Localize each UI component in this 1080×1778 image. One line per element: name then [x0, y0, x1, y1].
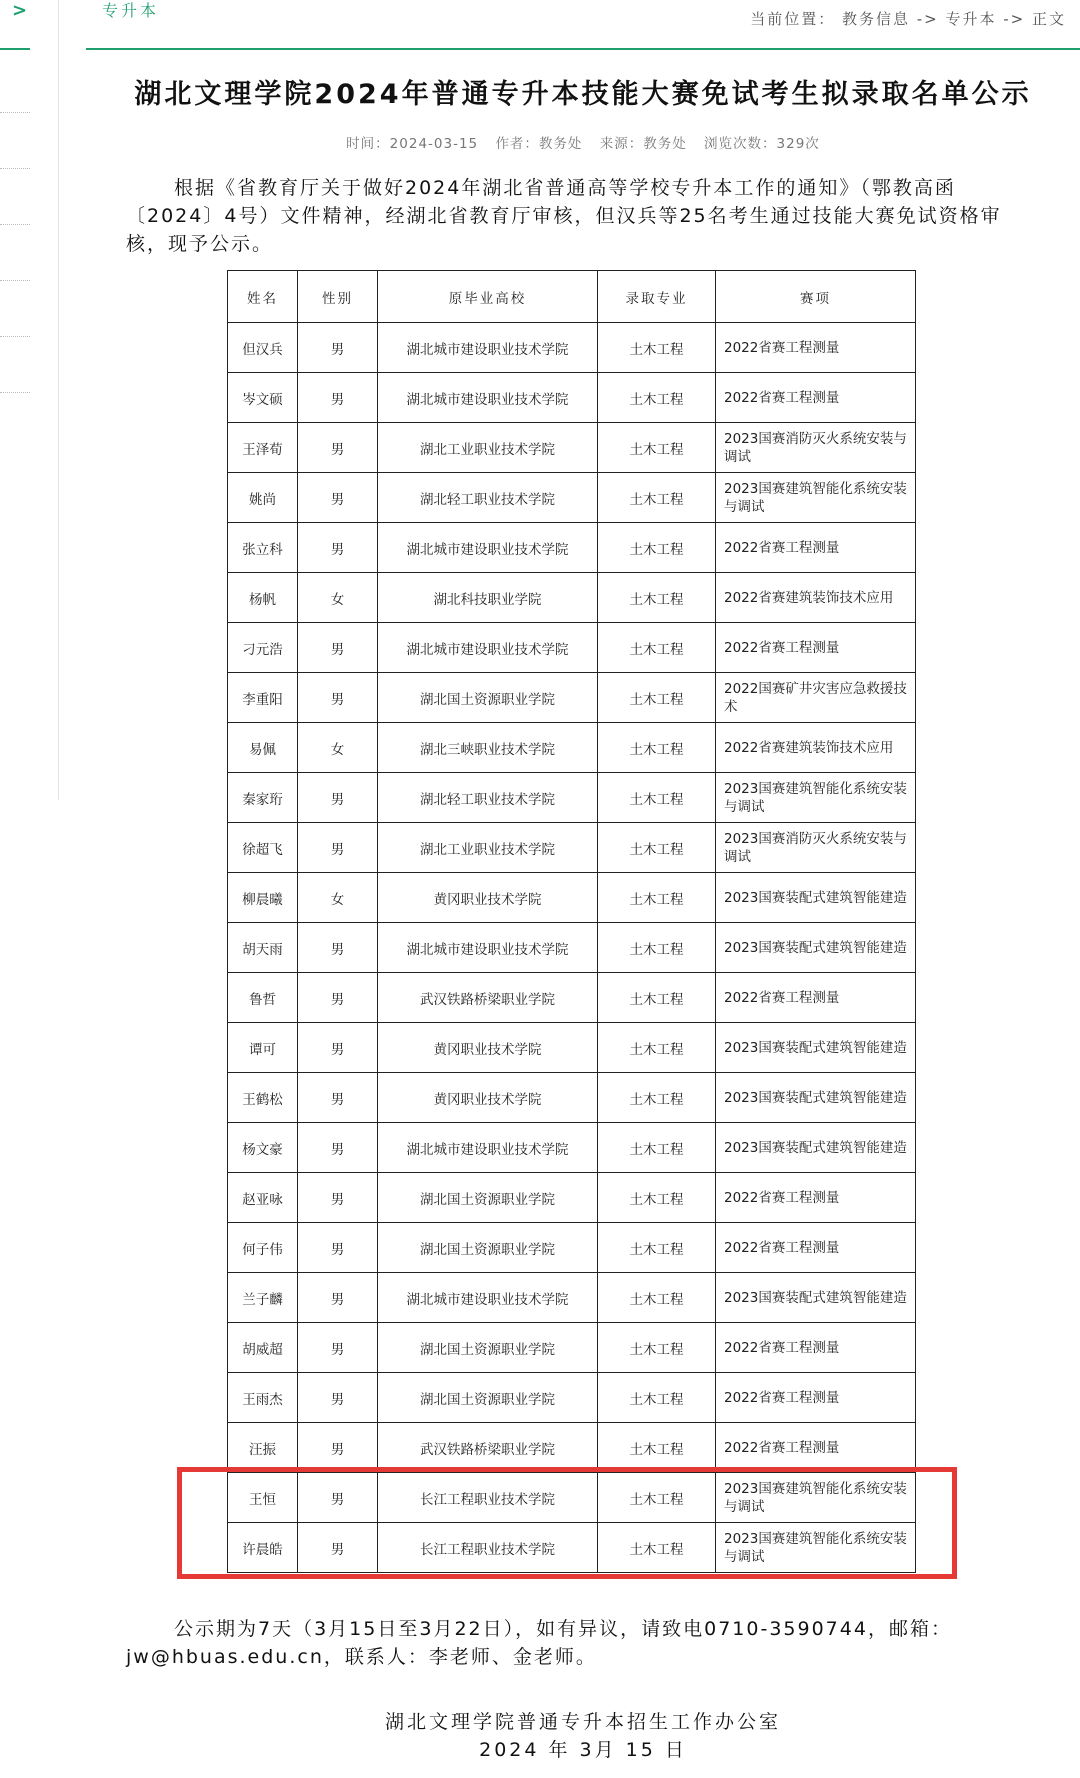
cell-major: 土木工程 [598, 773, 716, 823]
cell-gender: 男 [298, 373, 378, 423]
cell-name: 何子伟 [228, 1223, 298, 1273]
cell-major: 土木工程 [598, 1173, 716, 1223]
cell-school: 湖北城市建设职业技术学院 [378, 623, 598, 673]
table-row [228, 1423, 916, 1473]
sidebar-divider [0, 112, 30, 113]
breadcrumb[interactable]: 当前位置： 教务信息 -> 专升本 -> 正文 [750, 10, 1066, 28]
table-row [228, 873, 916, 923]
sidebar-divider [0, 168, 30, 169]
cell-gender: 女 [298, 723, 378, 773]
cell-gender: 男 [298, 923, 378, 973]
cell-event: 2022省赛工程测量 [716, 373, 916, 423]
cell-major: 土木工程 [598, 1323, 716, 1373]
table-row [228, 1373, 916, 1423]
cell-school: 黄冈职业技术学院 [378, 1073, 598, 1123]
cell-gender: 男 [298, 773, 378, 823]
cell-event: 2023国赛装配式建筑智能建造 [716, 1073, 916, 1123]
signature-org: 湖北文理学院普通专升本招生工作办公室 [384, 1711, 781, 1733]
table-row [228, 573, 916, 623]
cell-event: 2023国赛建筑智能化系统安装与调试 [716, 473, 916, 523]
chevron-right-icon[interactable]: > [12, 0, 28, 21]
cell-gender: 男 [298, 473, 378, 523]
cell-name: 胡天雨 [228, 923, 298, 973]
cell-gender: 女 [298, 573, 378, 623]
cell-school: 湖北三峡职业技术学院 [378, 723, 598, 773]
cell-major: 土木工程 [598, 1223, 716, 1273]
cell-school: 湖北国土资源职业学院 [378, 1223, 598, 1273]
cell-school: 湖北城市建设职业技术学院 [378, 373, 598, 423]
cell-gender: 男 [298, 1173, 378, 1223]
cell-name: 王泽荀 [228, 423, 298, 473]
cell-event: 2023国赛消防灭火系统安装与调试 [716, 423, 916, 473]
cell-gender: 男 [298, 523, 378, 573]
table-row [228, 973, 916, 1023]
left-sidebar [0, 0, 59, 800]
cell-school: 湖北工业职业技术学院 [378, 423, 598, 473]
cell-event: 2023国赛建筑智能化系统安装与调试 [716, 1473, 916, 1523]
cell-name: 许晨皓 [228, 1523, 298, 1573]
table-row [228, 1273, 916, 1323]
cell-name: 岑文硕 [228, 373, 298, 423]
cell-gender: 男 [298, 1023, 378, 1073]
cell-major: 土木工程 [598, 323, 716, 373]
cell-event: 2023国赛装配式建筑智能建造 [716, 923, 916, 973]
cell-major: 土木工程 [598, 923, 716, 973]
cell-school: 湖北城市建设职业技术学院 [378, 323, 598, 373]
cell-gender: 男 [298, 1123, 378, 1173]
cell-major: 土木工程 [598, 1273, 716, 1323]
cell-gender: 男 [298, 1223, 378, 1273]
cell-school: 武汉铁路桥梁职业学院 [378, 1423, 598, 1473]
cell-event: 2023国赛装配式建筑智能建造 [716, 873, 916, 923]
cell-gender: 男 [298, 1073, 378, 1123]
table-row [228, 1473, 916, 1523]
table-row [228, 1173, 916, 1223]
cell-major: 土木工程 [598, 873, 716, 923]
sidebar-active-line [0, 48, 30, 50]
cell-event: 2023国赛建筑智能化系统安装与调试 [716, 773, 916, 823]
cell-major: 土木工程 [598, 1123, 716, 1173]
cell-name: 李重阳 [228, 673, 298, 723]
cell-gender: 男 [298, 1473, 378, 1523]
cell-gender: 男 [298, 323, 378, 373]
cell-school: 湖北轻工职业技术学院 [378, 773, 598, 823]
notice-paragraph: 公示期为7天（3月15日至3月22日），如有异议，请致电0710-3590744，邮箱：jw@hbuas.edu.cn，联系人：李老师、金老师。 [126, 1618, 952, 1668]
cell-school: 湖北城市建设职业技术学院 [378, 523, 598, 573]
cell-name: 但汉兵 [228, 323, 298, 373]
cell-gender: 女 [298, 873, 378, 923]
cell-school: 黄冈职业技术学院 [378, 1023, 598, 1073]
cell-event: 2022省赛工程测量 [716, 623, 916, 673]
page-header [86, 0, 1080, 50]
table-row [228, 673, 916, 723]
table-row [228, 773, 916, 823]
cell-major: 土木工程 [598, 1473, 716, 1523]
cell-event: 2022省赛建筑装饰技术应用 [716, 723, 916, 773]
cell-major: 土木工程 [598, 423, 716, 473]
cell-gender: 男 [298, 1423, 378, 1473]
cell-major: 土木工程 [598, 973, 716, 1023]
table-row [228, 423, 916, 473]
cell-gender: 男 [298, 623, 378, 673]
cell-gender: 男 [298, 973, 378, 1023]
cell-name: 刁元浩 [228, 623, 298, 673]
page-title: 湖北文理学院2024年普通专升本技能大赛免试考生拟录取名单公示 [134, 79, 1032, 110]
table-row [228, 1123, 916, 1173]
column-header-school: 原毕业高校 [378, 271, 598, 323]
table-row [228, 523, 916, 573]
cell-gender: 男 [298, 1523, 378, 1573]
sidebar-divider [0, 224, 30, 225]
article-meta [86, 132, 1080, 152]
cell-name: 赵亚咏 [228, 1173, 298, 1223]
table-row [228, 1223, 916, 1273]
cell-name: 汪振 [228, 1423, 298, 1473]
cell-gender: 男 [298, 673, 378, 723]
source: 来源：教务处 [599, 136, 687, 152]
cell-school: 武汉铁路桥梁职业学院 [378, 973, 598, 1023]
sidebar-divider [0, 280, 30, 281]
cell-major: 土木工程 [598, 1373, 716, 1423]
table-row [228, 923, 916, 973]
cell-gender: 男 [298, 423, 378, 473]
cell-major: 土木工程 [598, 723, 716, 773]
cell-major: 土木工程 [598, 1073, 716, 1123]
cell-school: 湖北工业职业技术学院 [378, 823, 598, 873]
table-row [228, 1323, 916, 1373]
cell-school: 湖北轻工职业技术学院 [378, 473, 598, 523]
cell-gender: 男 [298, 1373, 378, 1423]
sidebar-divider [0, 392, 30, 393]
column-header-name: 姓名 [228, 271, 298, 323]
cell-event: 2023国赛装配式建筑智能建造 [716, 1123, 916, 1173]
cell-school: 湖北城市建设职业技术学院 [378, 1273, 598, 1323]
cell-school: 湖北城市建设职业技术学院 [378, 1123, 598, 1173]
cell-major: 土木工程 [598, 523, 716, 573]
cell-major: 土木工程 [598, 823, 716, 873]
cell-name: 柳晨曦 [228, 873, 298, 923]
cell-name: 兰子麟 [228, 1273, 298, 1323]
cell-event: 2022省赛工程测量 [716, 323, 916, 373]
cell-event: 2022省赛工程测量 [716, 1423, 916, 1473]
cell-event: 2022省赛工程测量 [716, 1223, 916, 1273]
table-row [228, 323, 916, 373]
cell-school: 湖北国土资源职业学院 [378, 1373, 598, 1423]
cell-major: 土木工程 [598, 623, 716, 673]
table-row [228, 373, 916, 423]
signature [86, 1708, 1080, 1764]
table-row [228, 1073, 916, 1123]
cell-name: 王鹤松 [228, 1073, 298, 1123]
cell-school: 湖北城市建设职业技术学院 [378, 923, 598, 973]
cell-event: 2022国赛矿井灾害应急救援技术 [716, 673, 916, 723]
column-header-major: 录取专业 [598, 271, 716, 323]
cell-event: 2023国赛建筑智能化系统安装与调试 [716, 1523, 916, 1573]
table-row [228, 1023, 916, 1073]
cell-name: 秦家珩 [228, 773, 298, 823]
view-count: 浏览次数：329次 [704, 136, 820, 152]
section-title[interactable]: 专升本 [102, 1, 160, 20]
cell-major: 土木工程 [598, 1023, 716, 1073]
table-row [228, 823, 916, 873]
cell-event: 2022省赛工程测量 [716, 1373, 916, 1423]
cell-gender: 男 [298, 1323, 378, 1373]
signature-date: 2024 年 3月 15 日 [479, 1739, 687, 1761]
cell-name: 王雨杰 [228, 1373, 298, 1423]
cell-event: 2022省赛建筑装饰技术应用 [716, 573, 916, 623]
table-row [228, 1523, 916, 1573]
table-row [228, 473, 916, 523]
cell-name: 易佩 [228, 723, 298, 773]
cell-name: 杨帆 [228, 573, 298, 623]
column-header-event: 赛项 [716, 271, 916, 323]
cell-major: 土木工程 [598, 473, 716, 523]
table-row [228, 723, 916, 773]
cell-event: 2023国赛消防灭火系统安装与调试 [716, 823, 916, 873]
cell-major: 土木工程 [598, 1423, 716, 1473]
table-body [228, 323, 916, 1573]
author: 作者：教务处 [495, 136, 583, 152]
cell-school: 长江工程职业技术学院 [378, 1523, 598, 1573]
cell-name: 杨文豪 [228, 1123, 298, 1173]
cell-school: 湖北国土资源职业学院 [378, 1323, 598, 1373]
cell-event: 2022省赛工程测量 [716, 1323, 916, 1373]
table-header-row [228, 271, 916, 323]
sidebar-divider [0, 336, 30, 337]
cell-event: 2023国赛装配式建筑智能建造 [716, 1023, 916, 1073]
cell-name: 王恒 [228, 1473, 298, 1523]
cell-major: 土木工程 [598, 673, 716, 723]
table-row [228, 623, 916, 673]
cell-name: 胡威超 [228, 1323, 298, 1373]
cell-school: 湖北国土资源职业学院 [378, 1173, 598, 1223]
cell-name: 姚尚 [228, 473, 298, 523]
cell-school: 黄冈职业技术学院 [378, 873, 598, 923]
cell-school: 湖北国土资源职业学院 [378, 673, 598, 723]
cell-major: 土木工程 [598, 573, 716, 623]
column-header-gender: 性别 [298, 271, 378, 323]
cell-name: 谭可 [228, 1023, 298, 1073]
intro-paragraph: 根据《省教育厅关于做好2024年湖北省普通高等学校专升本工作的通知》（鄂教高函〔2024〕4号）文件精神，经湖北省教育厅审核，但汉兵等25名考生通过技能大赛免试资格审核，现予公示。 [126, 177, 1002, 255]
cell-school: 湖北科技职业学院 [378, 573, 598, 623]
cell-event: 2022省赛工程测量 [716, 1173, 916, 1223]
publish-time: 时间：2024-03-15 [346, 136, 479, 152]
cell-event: 2023国赛装配式建筑智能建造 [716, 1273, 916, 1323]
cell-event: 2022省赛工程测量 [716, 973, 916, 1023]
cell-event: 2022省赛工程测量 [716, 523, 916, 573]
admission-table [227, 270, 916, 1573]
cell-major: 土木工程 [598, 1523, 716, 1573]
cell-name: 徐超飞 [228, 823, 298, 873]
cell-gender: 男 [298, 823, 378, 873]
cell-name: 张立科 [228, 523, 298, 573]
cell-name: 鲁哲 [228, 973, 298, 1023]
cell-major: 土木工程 [598, 373, 716, 423]
cell-school: 长江工程职业技术学院 [378, 1473, 598, 1523]
cell-gender: 男 [298, 1273, 378, 1323]
